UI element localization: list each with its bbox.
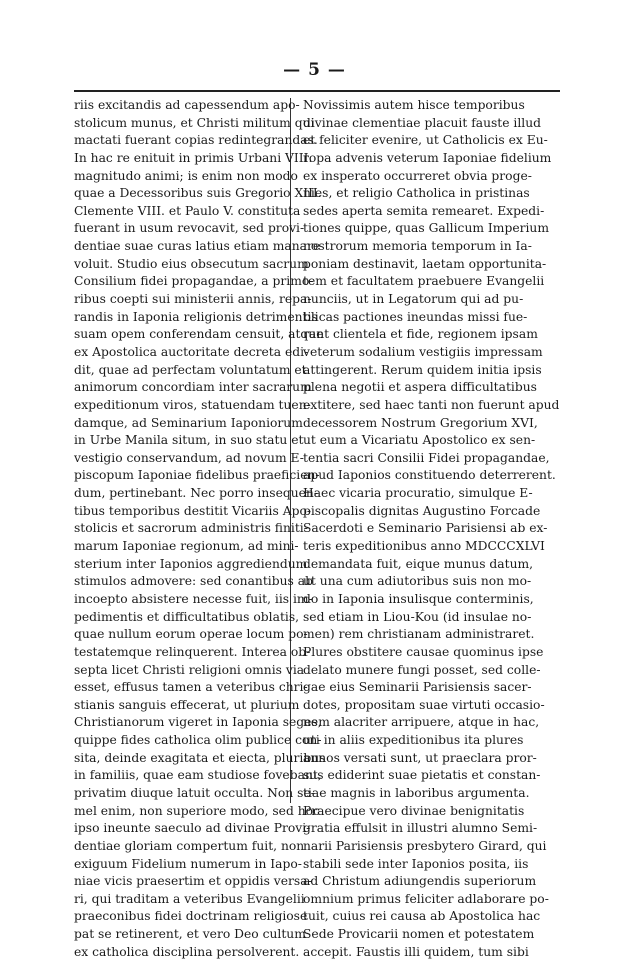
- text-line: magnitudo animi; is enim non modo: [74, 168, 298, 183]
- text-line: demandata fuit, eique munus datum,: [303, 556, 534, 571]
- text-line: piscopalis dignitas Augustino Forcade: [303, 503, 541, 518]
- text-line: blicas pactiones ineundas missi fue-: [303, 309, 528, 324]
- text-line: riis excitandis ad capessendum apo-: [74, 98, 300, 112]
- text-line: nostrorum memoria temporum in Ia-: [303, 239, 532, 254]
- page-number: — 5 —: [283, 60, 346, 80]
- text-line: dentiae suae curas latius etiam manare: [74, 239, 321, 254]
- text-line: ropa advenis veterum Iaponiae fidelium: [303, 150, 552, 165]
- text-line: quae a Decessoribus suis Gregorio XIII.: [74, 186, 322, 201]
- text-line: dum, pertinebant. Nec porro insequen-: [74, 486, 319, 501]
- text-line: extitere, sed haec tanti non fuerunt apud: [303, 397, 560, 412]
- text-line: piscopum Iaponiae fidelibus praeficien-: [74, 468, 320, 483]
- text-line: annos versati sunt, ut praeclara pror-: [303, 750, 537, 765]
- text-line: sed etiam in Liou-Kou (id insulae no-: [303, 609, 532, 624]
- text-line: ut una cum adiutoribus suis non mo-: [303, 574, 532, 589]
- text-line: incoepto absistere necesse fuit, iis im-: [74, 591, 313, 606]
- text-line: Christianorum vigeret in Iaponia seges,: [74, 715, 322, 730]
- text-line: divinae clementiae placuit fauste illud: [303, 115, 542, 130]
- text-line: tuit, cuius rei causa ab Apostolica hac: [303, 909, 541, 924]
- text-line: testatemque relinquerent. Interea ob-: [74, 644, 311, 659]
- text-line: esset, effusus tamen a veteribus chri-: [74, 680, 308, 695]
- text-line: narii Parisiensis presbytero Girard, qui: [303, 838, 547, 853]
- text-line: niae vicis praesertim et oppidis versa-: [74, 874, 312, 889]
- text-line: damque, ad Seminarium Iaponiorum: [74, 415, 303, 430]
- text-line: gae eius Seminarii Parisiensis sacer-: [303, 680, 532, 695]
- text-line: fuerant in usum revocavit, sed provi-: [74, 221, 305, 236]
- text-line: stolicis et sacrorum administris finiti-: [74, 521, 308, 536]
- text-line: ut eum a Vicariatu Apostolico ex sen-: [303, 433, 536, 448]
- text-line: stianis sanguis effecerat, ut plurium: [74, 697, 300, 712]
- text-line: omnium primus feliciter adlaborare po-: [303, 891, 549, 906]
- text-line: ri, qui traditam a veteribus Evangelii: [74, 891, 305, 906]
- text-line: attingerent. Rerum quidem initia ipsis: [303, 362, 542, 377]
- text-line: tiae magnis in laboribus argumenta.: [303, 785, 530, 800]
- text-line: pedimentis et difficultatibus oblatis,: [74, 609, 300, 624]
- text-line: delato munere fungi posset, sed colle-: [303, 662, 541, 677]
- text-line: In hac re enituit in primis Urbani VIII.: [74, 150, 313, 165]
- text-line: stabili sede inter Iaponios posita, iis: [303, 856, 529, 871]
- text-line: teris expeditionibus anno MDCCCXLVI: [303, 539, 545, 554]
- right-column: [303, 97, 560, 961]
- text-line: rant clientela et fide, regionem ipsam: [303, 327, 538, 342]
- text-line: apud Iaponios constituendo deterrerent.: [303, 468, 556, 483]
- text-line: nies, et religio Catholica in pristinas: [303, 186, 530, 201]
- text-line: dentiae gloriam compertum fuit, non: [74, 838, 305, 853]
- text-line: sus ediderint suae pietatis et constan-: [303, 768, 541, 783]
- text-line: gratia effulsit in illustri alumno Semi-: [303, 821, 538, 836]
- text-line: praeconibus fidei doctrinam religiose: [74, 909, 308, 924]
- text-line: men) rem christianam administraret.: [303, 627, 535, 642]
- text-line: sita, deinde exagitata et eiecta, pluribus: [74, 750, 326, 765]
- text-line: ex Apostolica auctoritate decreta edi-: [74, 344, 309, 359]
- text-line: tibus temporibus destitit Vicariis Apo-: [74, 503, 312, 518]
- text-line: animorum concordiam inter sacrarum: [74, 380, 312, 395]
- text-line: quippe fides catholica olim publice con-: [74, 733, 322, 748]
- text-line: et feliciter evenire, ut Catholicis ex Eu-: [303, 133, 548, 148]
- text-line: ribus coepti sui ministerii annis, repa-: [74, 292, 312, 307]
- text-line: dotes, propositam suae virtuti occasio-: [303, 697, 545, 712]
- text-line: sedes aperta semita remearet. Expedi-: [303, 203, 545, 218]
- text-line: Plures obstitere causae quominus ipse: [303, 644, 544, 659]
- text-line: ipso ineunte saeculo ad divinae Provi-: [74, 821, 311, 836]
- text-line: decessorem Nostrum Gregorium XVI,: [303, 415, 538, 430]
- text-line: Clemente VIII. et Paulo V. constituta: [74, 203, 301, 218]
- text-line: marum Iaponiae regionum, ad mini-: [74, 539, 299, 554]
- text-line: vestigio conservandum, ad novum E-: [74, 450, 304, 465]
- text-line: voluit. Studio eius obsecutum sacrum: [74, 256, 309, 271]
- text-line: Novissimis autem hisce temporibus: [303, 98, 525, 112]
- text-line: Consilium fidei propagandae, a primo-: [74, 274, 314, 289]
- text-line: poniam destinavit, laetam opportunita-: [303, 256, 547, 271]
- text-line: expeditionum viros, statuendam tuen-: [74, 397, 311, 412]
- left-column: [74, 97, 326, 961]
- text-line: do in Iaponia insulisque conterminis,: [303, 591, 534, 606]
- text-line: randis in Iaponia religionis detrimentis: [74, 309, 318, 324]
- text-line: accepit. Faustis illi quidem, tum sibi: [303, 944, 529, 959]
- text-line: uti in aliis expeditionibus ita plures: [303, 733, 524, 748]
- text-line: exiguum Fidelium numerum in Iapo-: [74, 856, 302, 871]
- text-line: in familiis, quae eam studiose fovebant,: [74, 768, 322, 783]
- text-line: stolicum munus, et Christi militum qui: [74, 115, 315, 130]
- text-line: nem alacriter arripuere, atque in hac,: [303, 715, 540, 730]
- text-line: Sede Provicarii nomen et potestatem: [303, 927, 535, 942]
- text-line: tem et facultatem praebuere Evangelii: [303, 274, 545, 289]
- text-line: quae nullum eorum operae locum po-: [74, 627, 308, 642]
- text-line: sterium inter Iaponios aggrediendum: [74, 556, 308, 571]
- text-line: mel enim, non superiore modo, sed hoc: [74, 803, 320, 818]
- text-line: tiones quippe, quas Gallicum Imperium: [303, 221, 549, 236]
- text-line: nunciis, ut in Legatorum qui ad pu-: [303, 292, 524, 307]
- text-line: mactati fuerant copias redintegrandas.: [74, 133, 318, 148]
- text-line: ex insperato occurreret obvia proge-: [303, 168, 532, 183]
- text-line: ex catholica disciplina persolverent.: [74, 944, 300, 959]
- text-line: Sacerdoti e Seminario Parisiensi ab ex-: [303, 521, 548, 536]
- text-line: privatim diuque latuit occulta. Non se-: [74, 785, 315, 800]
- text-line: Haec vicaria procuratio, simulque E-: [303, 486, 533, 501]
- text-line: plena negotii et aspera difficultatibus: [303, 380, 537, 395]
- text-line: septa licet Christi religioni omnis via: [74, 662, 305, 677]
- text-line: tentia sacri Consilii Fidei propagandae,: [303, 450, 550, 465]
- text-line: suam opem conferendam censuit, atque: [74, 327, 324, 342]
- text-line: veterum sodalium vestigiis impressam: [303, 344, 543, 359]
- text-line: stimulos admovere: sed conantibus ab: [74, 574, 313, 589]
- text-line: Praecipue vero divinae benignitatis: [303, 803, 525, 818]
- text-line: in Urbe Manila situm, in suo statu et: [74, 433, 304, 448]
- text-line: ad Christum adiungendis superiorum: [303, 874, 537, 889]
- header-rule: [74, 90, 560, 92]
- text-line: dit, quae ad perfectam voluntatum et: [74, 362, 307, 377]
- text-line: pat se retinerent, et vero Deo cultum: [74, 927, 306, 942]
